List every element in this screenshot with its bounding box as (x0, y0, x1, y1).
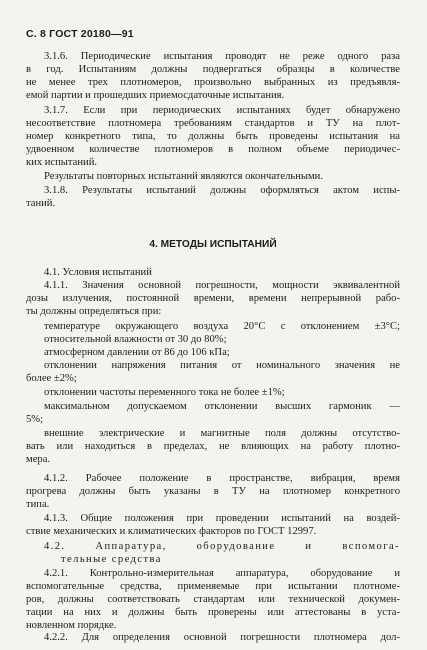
text-line: вать или находиться в пределах, не влияющих на работу плотно- (26, 441, 400, 452)
subsection-heading: 4.2. Аппаратура, оборудование и вспомога- (44, 541, 400, 552)
text-line: таний. (26, 198, 56, 209)
text-line: вспомогательные средства, применяемые при испытании плотноме- (26, 581, 400, 592)
text-line: 4.1.1. Значения основной погрешности, мощности эквивалентной (44, 280, 400, 291)
text-line: удвоенном количестве плотномеров в полном объеме периодичес- (26, 144, 400, 155)
text-line: ров, должны соответствовать стандартам или технической докумен- (26, 594, 400, 605)
text-line: 4.2.2. Для определения основной погрешности плотномера дол- (44, 632, 400, 643)
text-line: максимальном допускаемом отклонении высших гармоник — (44, 401, 400, 412)
text-line: Результаты повторных испытаний являются окончательными. (44, 171, 324, 182)
subsection-heading (44, 266, 400, 279)
text-line: новленном порядке. (26, 620, 117, 631)
text-line: номер конкретного типа, то должны быть проведены испытания на (26, 131, 400, 142)
text-line: 4.2.1. Контрольно-измерительная аппаратура, оборудование и (44, 568, 400, 579)
text-line: 4.1.2. Рабочее положение в пространстве, вибрация, время (44, 473, 400, 484)
text-line: типа. (26, 499, 50, 510)
text-line: относительной влажности от 30 до 80%; (44, 334, 227, 345)
text-line: атмосферном давлении от 86 до 106 кПа; (44, 347, 230, 358)
subsection-heading-text: 4.1. Условия испытаний (44, 267, 152, 278)
text-line: 3.1.8. Результаты испытаний должны оформляться актом испы- (44, 185, 400, 196)
text-line: 3.1.6. Периодические испытания проводят не реже одного раза (44, 51, 400, 62)
text-line: емой партии и прошедших приемосдаточные испытания. (26, 90, 285, 101)
text-line: ствие механических и климатических факторов по ГОСТ 12997. (26, 526, 317, 537)
page-header: С. 8 ГОСТ 20180—91 (26, 28, 134, 40)
section-heading: 4. МЕТОДЫ ИСПЫТАНИЙ (149, 239, 277, 250)
text-line: несоответствие плотномера требованиям стандартов и ТУ на плот- (26, 118, 400, 129)
text-line: ты должны определяться при: (26, 306, 162, 317)
text-line: температуре окружающего воздуха 20°С с отклонением ±3°С; (44, 321, 400, 332)
text-line: ких испытаний. (26, 157, 98, 168)
text-line: более ±2%; (26, 373, 77, 384)
text-line: 5%; (26, 414, 44, 425)
text-line: отклонении частоты переменного тока не более ±1%; (44, 387, 285, 398)
text-line: тации на них и должны быть проверены или аттестованы в уста- (26, 607, 400, 618)
text-line: дозы излучения, постоянной времени, времени непрерывной рабо- (26, 293, 400, 304)
text-line: прогрева должны быть указаны в ТУ на плотномер конкретного (26, 486, 400, 497)
text-line: 4.1.3. Общие положения при проведении испытаний на воздей- (44, 513, 400, 524)
text-line: внешние электрические и магнитные поля должны отсутство- (44, 428, 400, 439)
text-line: не менее трех плотномеров, произвольно выбранных из предъявля- (26, 77, 400, 88)
text-line: мера. (26, 454, 51, 465)
text-line: 3.1.7. Если при периодических испытаниях будет обнаружено (44, 105, 400, 116)
subsection-heading: тельные средства (61, 554, 162, 565)
text-line: в год. Испытаниям должны подвергаться образцы в количестве (26, 64, 400, 75)
text-line: отклонении напряжения питания от номинального значения не (44, 360, 400, 371)
